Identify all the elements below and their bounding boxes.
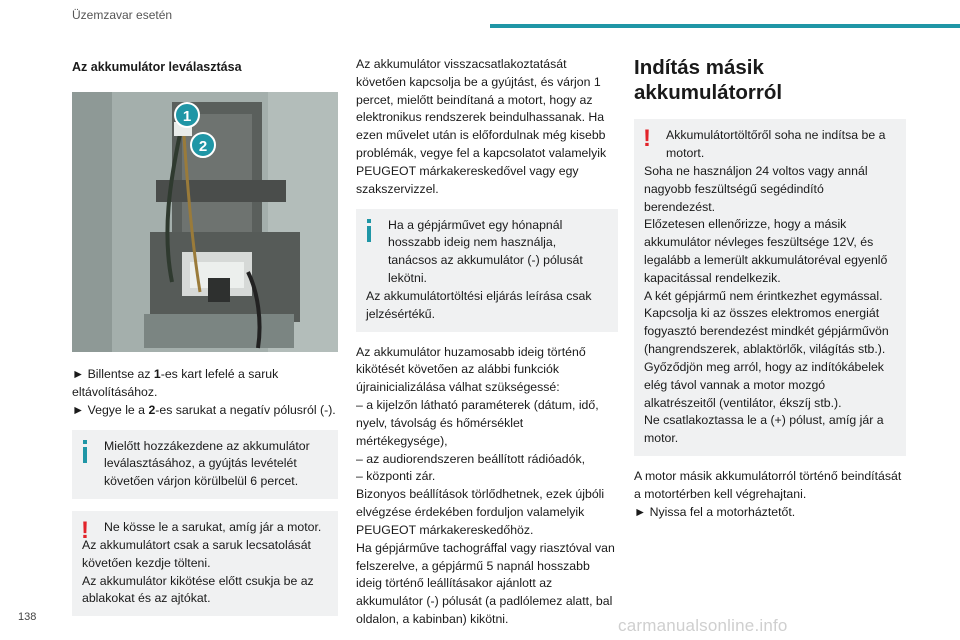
reinit-item-lock: – központi zár. <box>356 469 436 484</box>
section-title-jump-start: Indítás másik akkumulátorról <box>634 56 783 104</box>
info-icon <box>364 217 374 242</box>
info-box-storage <box>356 209 618 332</box>
reinit-item-radio: – az audiorendszeren beállított rádióadók, <box>356 451 586 466</box>
running-header: Üzemzavar esetén <box>72 8 173 22</box>
warning-text-6: Győződjön meg arról, hogy az indítókábelek elég távol vannak a motor mozgó alkatrészeitől (ventilátor, ékszíj stb.). <box>644 359 884 410</box>
column-battery-disconnect <box>72 58 338 628</box>
column-jump-start <box>634 56 906 522</box>
info-text-1: Ha a gépjárművet egy hónapnál hosszabb ideig nem használja, tanácsos az akkumulátor (-) pólusát lekötni. <box>388 217 583 286</box>
warning-text-5: Kapcsolja ki az összes elektromos energiát fogyasztó berendezést mindkét gépjárművön (hangrendszerek, ablaktörlők, világítás stb.). <box>644 306 889 357</box>
info-icon <box>80 438 90 463</box>
info-text-2: Az akkumulátortöltési eljárás leírása csak jelzésértékű. <box>366 288 592 321</box>
page-number: 138 <box>18 611 37 623</box>
reinit-item-display: – a kijelzőn látható paraméterek (dátum, idő, nyelv, távolság és hőmérséklet mértékegysége), <box>356 398 599 448</box>
jump-start-paragraph: A motor másik akkumulátorról történő beindítását a motortérben kell végrehajtani. <box>634 469 902 501</box>
tachograph-note: Ha gépjárműve tachográffal vagy riasztóval van felszerelve, a gépjármű 5 napnál hosszabb ideig történő leállításakor ajánlott az akkumulátor (-) pólusát (a padlólemez alatt, bal oldalon, a kabinban) kikötni. <box>356 540 615 627</box>
warning-icon: ! <box>643 125 651 153</box>
warning-icon: ! <box>81 517 89 545</box>
warning-text-2: Az akkumulátort csak a saruk lecsatolását követően kezdje tölteni. <box>82 537 311 570</box>
reconnect-paragraph: Az akkumulátor visszacsatlakoztatását követően kapcsolja be a gyújtást, és várjon 1 percet, mielőtt beindítaná a motort, hogy az elektronikus rendszerek beindulhassanak. Ha ezen művelet után is előfordulnak még kisebb problémák, vegye fel a kapcsolatot valamelyik PEUGEOT márkakereskedővel vagy egy szakszervizzel. <box>356 57 607 196</box>
step-2: ► Vegye le a 2-es sarukat a negatív pólusról (-). <box>72 402 336 417</box>
warning-text-1: Ne kösse le a sarukat, amíg jár a motor. <box>104 520 322 535</box>
warning-text-3: Előzetesen ellenőrizze, hogy a másik akkumulátor névleges feszültsége 12V, és legalább a lemerült akkumulátoréval egyenlő kapacitással rendelkezik. <box>644 217 888 285</box>
callout-1: 1 <box>174 102 200 128</box>
battery-illustration <box>72 92 338 352</box>
warning-text-3: Az akkumulátor kikötése előtt csukja be az ablakokat és az ajtókat. <box>82 573 314 606</box>
watermark: carmanualsonline.info <box>618 616 788 635</box>
step-open-bonnet: ► Nyissa fel a motorháztetőt. <box>634 504 796 519</box>
warning-text-4: A két gépjármű nem érintkezhet egymással. <box>644 288 883 303</box>
warning-box-terminals <box>72 511 338 616</box>
battery-terminal-photo <box>72 92 338 352</box>
column-reconnect <box>356 56 618 629</box>
reinit-note: Bizonyos beállítások törlődhetnek, ezek újbóli elvégzése érdekében forduljon valamelyik PEUGEOT márkakereskedőhöz. <box>356 487 605 537</box>
info-text: Mielőtt hozzákezdene az akkumulátor leválasztásához, a gyújtás levételét követően várjon körülbelül 6 percet. <box>104 438 310 489</box>
warning-text-7: Ne csatlakoztassa le a (+) pólust, amíg jár a motor. <box>644 413 884 446</box>
warning-text-2: Soha ne használjon 24 voltos vagy annál nagyobb feszültségű segédindító berendezést. <box>644 163 868 214</box>
step-1: ► Billentse az 1-es kart lefelé a saruk eltávolításához. <box>72 367 279 399</box>
section-title-disconnect: Az akkumulátor leválasztása <box>72 60 242 74</box>
header-accent-bar <box>490 24 960 28</box>
info-box-wait <box>72 430 338 499</box>
warning-box-jump-start <box>634 119 906 456</box>
callout-2: 2 <box>190 132 216 158</box>
warning-text-1: Akkumulátortöltőről soha ne indítsa be a motort. <box>666 128 886 161</box>
reinit-intro: Az akkumulátor huzamosabb ideig történő kikötését követően az alábbi funkciók újrainicializálása válhat szükségessé: <box>356 344 586 395</box>
